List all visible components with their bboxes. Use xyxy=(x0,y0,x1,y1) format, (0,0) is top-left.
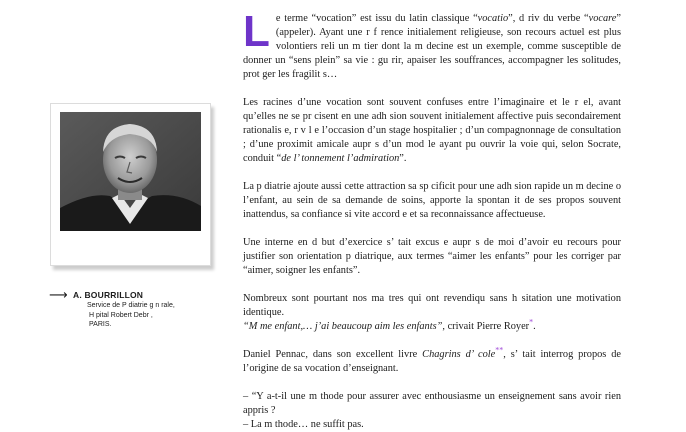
author-hospital: H pital Robert Debr , xyxy=(89,311,153,319)
p5-text-c: . xyxy=(533,321,536,332)
p6-text-a: Daniel Pennac, dans son excellent livre xyxy=(243,349,423,360)
p5-text-b: , crivait Pierre Royer xyxy=(442,321,530,332)
p2-text-a: Les racines d’une vocation sont souvent confuses entre l’imaginaire et le r el, avant qu’elles ne se pr cisent en une adh sion souvent initialement affective puis secondairement rationalis e, r v l e l’occasion d’un stage hospitalier ; d’un compagnonnage de consultation ; d’une proximit amicale aupr s d’un mod le ayant pu ouvrir la voie qui, selon Socrate, conduit “ xyxy=(243,97,621,164)
author-caption xyxy=(49,287,233,330)
portrait-photo-frame xyxy=(50,103,211,266)
p1-italic-vocatio: vocatio xyxy=(477,13,509,24)
p1-text-c: ” (appeler). Ayant une r f rence initialement religieuse, son recours actuel est plus volontiers reli un m tier dont la m decine est un exemple, comme susceptible de donner un “sens plein” sa vie : gu rir, apaiser les souffrances, accompagner les solitudes, prot ger les fragilit s… xyxy=(243,13,621,80)
paragraph-6 xyxy=(243,345,621,376)
paragraph-5 xyxy=(243,292,621,334)
drop-cap: L xyxy=(243,7,270,56)
footnote-marker[interactable]: * xyxy=(529,317,534,327)
paragraph-4: Une interne en d but d’exercice s’ tait excus e aupr s de moi d’avoir eu recours pour justifier son orientation p diatrique, aux termes “aimer les enfants” pour les corriger par “aimer, soigner les enfants”. xyxy=(243,237,621,276)
p1-text-a: e terme “vocation” est issu du latin classique “ xyxy=(275,13,478,24)
p6-text-b: , s’ tait interrog propos de l’origine de sa vocation d’enseignant. xyxy=(243,349,621,374)
footnote-marker-2[interactable]: ** xyxy=(495,345,504,355)
paragraph-7: – “Y a-t-il une m thode pour assurer avec enthousiasme un enseignement sans avoir rien appris ? xyxy=(243,391,621,416)
author-name: A. BOURRILLON xyxy=(73,290,144,300)
paragraph-3: La p diatrie ajoute aussi cette attraction sa sp cificit pour une adh sion rapide un m decine o l’enfant, au sein de sa demande de soins, apporte la spontan it de ses propos souvent inattendus, sa confiance si vite accord e et sa reconnaissance affectueuse. xyxy=(243,181,621,220)
p2-text-b: ”. xyxy=(399,153,407,164)
p5-italic-quote: “M me enfant,… j’ai beaucoup aim les enfants” xyxy=(243,321,443,332)
portrait-photo xyxy=(60,112,201,231)
p5-text-a: Nombreux sont pourtant nos ma tres qui ont revendiqu sans h sitation une motivation identique. xyxy=(243,293,621,318)
paragraph-8: – La m thode… ne suffit pas. xyxy=(243,419,364,430)
author-department: Service de P diatrie g n rale, xyxy=(87,302,175,309)
paragraph-2 xyxy=(243,96,621,166)
p2-italic-quote: de l’ tonnement l’admiration xyxy=(281,153,400,164)
paragraph-1 xyxy=(243,7,621,82)
p1-italic-vocare: vocare xyxy=(588,13,617,24)
p1-text-b: ”, d riv du verbe “ xyxy=(508,13,589,24)
p6-italic-title: Chagrins d’ cole xyxy=(422,349,496,360)
article-body xyxy=(243,7,621,432)
arrow-icon: ⟶ xyxy=(49,287,68,302)
author-city: PARIS. xyxy=(89,321,112,328)
